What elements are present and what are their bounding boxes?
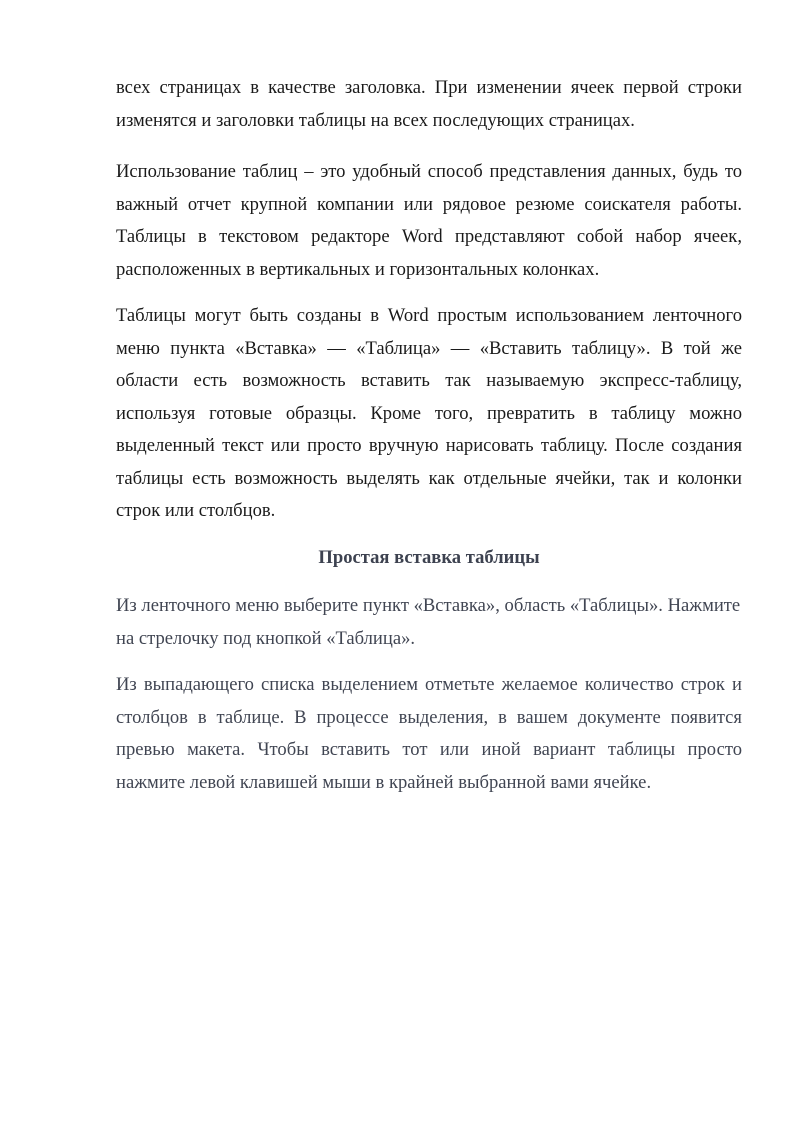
paragraph-tables-creation: Таблицы могут быть созданы в Word простым использованием ленточного меню пункта «Вставка» — «Таблица» — «Вставить таблицу». В той же области есть возможность вставить так называемую экспресс-таблицу, используя готовые образцы. Кроме того, превратить в таблицу можно выделенный текст или просто вручную нарисовать таблицу. После создания таблицы есть возможность выделять как отдельные ячейки, так и колонки строк или столбцов. bbox=[116, 305, 742, 521]
paragraph-continuation: всех страницах в качестве заголовка. При изменении ячеек первой строки изменятся и заголовки таблицы на всех последующих страницах. bbox=[116, 77, 742, 131]
section-heading: Простая вставка таблицы bbox=[318, 547, 540, 568]
paragraph-insert-step-1: Из ленточного меню выберите пункт «Вставка», область «Таблицы». Нажмите на стрелочку под кнопкой «Таблица». bbox=[116, 595, 741, 649]
paragraph-insert-step-2: Из выпадающего списка выделением отметьте желаемое количество строк и столбцов в таблице. В процессе выделения, в вашем документе появится превью макета. Чтобы вставить тот или иной вариант таблицы просто нажмите левой клавишей мыши в крайней выбранной вами ячейке. bbox=[116, 674, 742, 793]
paragraph-tables-usage: Использование таблиц – это удобный способ представления данных, будь то важный отчет крупной компании или рядовое резюме соискателя работы. Таблицы в текстовом редакторе Word представляют собой набор ячеек, расположенных в вертикальных и горизонтальных колонках. bbox=[116, 161, 742, 280]
